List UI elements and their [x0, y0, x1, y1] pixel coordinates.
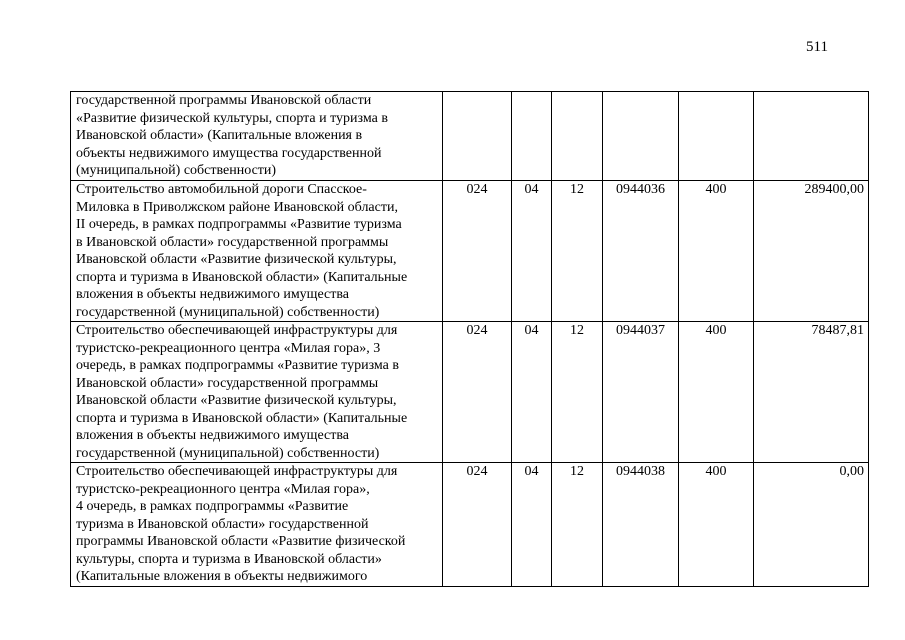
description-line: Ивановской области» государственной программы [76, 375, 379, 391]
expense-type-cell: 400 [679, 322, 754, 463]
target-article-cell: 0944038 [603, 463, 679, 587]
description-line: «Развитие физической культуры, спорта и туризма в [76, 110, 388, 126]
description-line: государственной (муниципальной) собственности) [76, 445, 380, 461]
table-row [71, 463, 869, 587]
section-cell: 04 [512, 181, 552, 322]
table-row [71, 322, 869, 463]
description-line: очередь, в рамках подпрограммы «Развитие туризма в [76, 358, 400, 373]
description-line: туризма в Ивановской области» государственной [76, 516, 369, 532]
section-cell: 04 [512, 322, 552, 463]
description-line: спорта и туризма в Ивановской области» (Капитальные [76, 410, 408, 426]
table-row [71, 181, 869, 322]
subsection-cell: 12 [552, 463, 603, 587]
description-line: Строительство обеспечивающей инфраструктуры для [76, 323, 398, 338]
ministry-cell: 024 [443, 181, 512, 322]
description-line: государственной (муниципальной) собственности) [76, 304, 380, 320]
target-article-cell: 0944036 [603, 181, 679, 322]
description-line: государственной программы Ивановской области [76, 93, 372, 108]
description-line: Ивановской области «Развитие физической культуры, [76, 393, 397, 408]
description-line: (Капитальные вложения в объекты недвижимого [76, 569, 368, 584]
amount-cell: 78487,81 [754, 322, 869, 463]
page-number: 511 [806, 39, 828, 55]
description-line: вложения в объекты недвижимого имущества [76, 287, 349, 302]
table-row [71, 92, 869, 181]
description-line: спорта и туризма в Ивановской области» (Капитальные [76, 269, 408, 285]
expense-type-cell: 400 [679, 463, 754, 587]
subsection-cell [552, 92, 603, 181]
expense-type-cell: 400 [679, 181, 754, 322]
description-line: Ивановской области «Развитие физической культуры, [76, 252, 397, 267]
target-article-cell: 0944037 [603, 322, 679, 463]
description-line: II очередь, в рамках подпрограммы «Развитие туризма [76, 217, 402, 232]
description-cell [71, 463, 443, 587]
description-line: объекты недвижимого имущества государственной [76, 145, 382, 161]
section-cell [512, 92, 552, 181]
description-line: 4 очередь, в рамках подпрограммы «Развитие [76, 499, 349, 514]
description-line: в Ивановской области» государственной программы [76, 234, 389, 250]
description-line: вложения в объекты недвижимого имущества [76, 428, 349, 443]
section-cell: 04 [512, 463, 552, 587]
amount-cell: 289400,00 [754, 181, 869, 322]
description-cell [71, 181, 443, 322]
description-line: туристско-рекреационного центра «Милая гора», 3 [76, 340, 381, 356]
target-article-cell [603, 92, 679, 181]
description-cell [71, 322, 443, 463]
description-line: туристско-рекреационного центра «Милая гора», [76, 481, 370, 497]
ministry-cell: 024 [443, 463, 512, 587]
amount-cell [754, 92, 869, 181]
budget-table [70, 91, 869, 587]
subsection-cell: 12 [552, 181, 603, 322]
ministry-cell: 024 [443, 322, 512, 463]
amount-cell: 0,00 [754, 463, 869, 587]
expense-type-cell [679, 92, 754, 181]
description-line: Строительство обеспечивающей инфраструктуры для [76, 464, 398, 479]
description-cell [71, 92, 443, 181]
description-line: культуры, спорта и туризма в Ивановской области» [76, 551, 382, 567]
ministry-cell [443, 92, 512, 181]
description-line: Миловка в Приволжском районе Ивановской области, [76, 199, 398, 215]
description-line: Ивановской области» (Капитальные вложения в [76, 128, 363, 143]
description-line: Строительство автомобильной дороги Спасское- [76, 182, 367, 197]
description-line: (муниципальной) собственности) [76, 163, 277, 178]
subsection-cell: 12 [552, 322, 603, 463]
description-line: программы Ивановской области «Развитие физической [76, 534, 406, 549]
